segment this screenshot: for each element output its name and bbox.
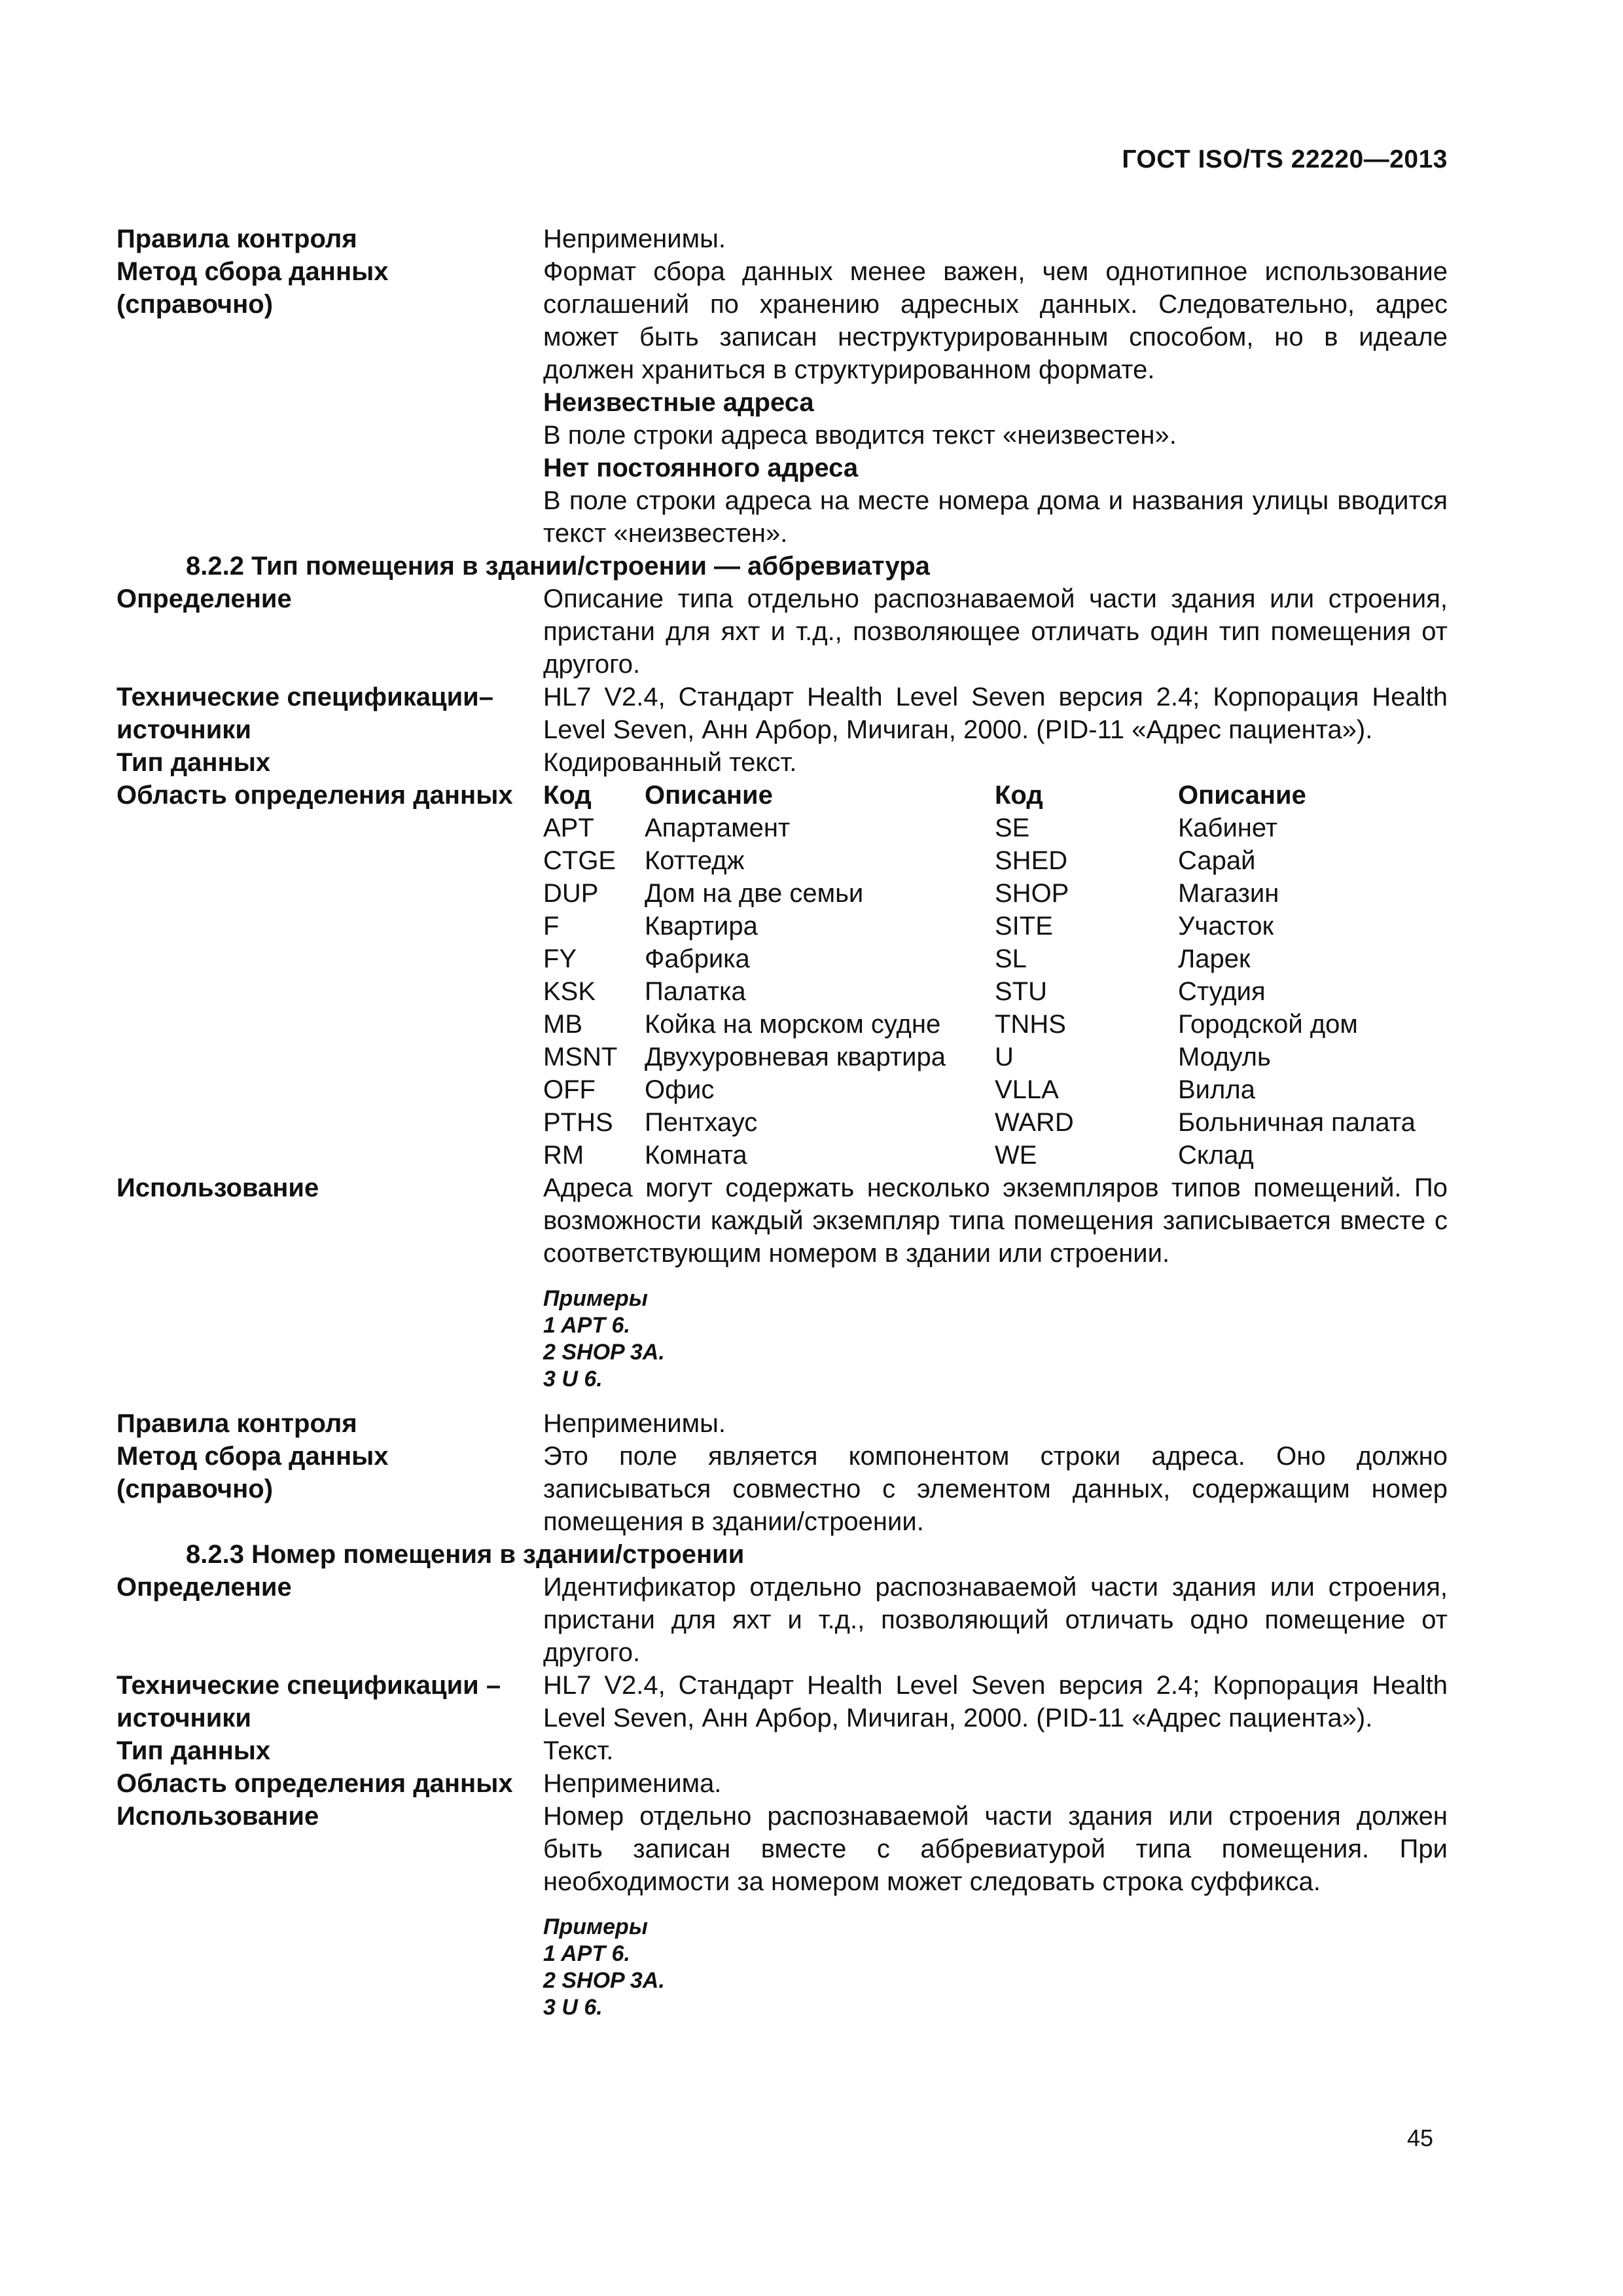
code-cell: CTGE — [543, 846, 616, 875]
collection-method-label-note: (справочно) — [116, 290, 274, 319]
datatype-value: Текст. — [543, 1736, 614, 1765]
description-cell: Городской дом — [1178, 1010, 1358, 1039]
examples-title: Примеры — [543, 1914, 648, 1939]
control-rules-row — [116, 1407, 1448, 1440]
tech-spec-text: HL7 V2.4, Стандарт Health Level Seven версия 2.4; Корпорация Health Level Seven, Анн Арбор, Мичиган, 2000. (PID-11 «Адрес пациента»). — [543, 1671, 1448, 1732]
code-cell: WARD — [995, 1108, 1074, 1137]
document-body — [116, 223, 1448, 2021]
description-cell: Ларек — [1178, 944, 1251, 973]
code-cell: RM — [543, 1141, 584, 1170]
code-cell: SHOP — [995, 879, 1069, 908]
code-cell: SHED — [995, 846, 1068, 875]
code-cell: SL — [995, 944, 1027, 973]
tech-spec-label: Технические спецификации– — [116, 683, 494, 711]
control-rules-row — [116, 223, 1448, 255]
example-item: 1 APT 6. — [543, 1941, 630, 1966]
domain-row — [116, 1767, 1448, 1800]
domain-value: Неприменима. — [543, 1769, 722, 1798]
control-rules-label: Правила контроля — [116, 224, 357, 253]
unknown-address-text: В поле строки адреса вводится текст «неизвестен». — [543, 421, 1177, 450]
datatype-label: Тип данных — [116, 748, 271, 777]
tech-spec-label-cont: источники — [116, 1704, 251, 1732]
definition-label: Определение — [116, 1573, 292, 1602]
code-cell: STU — [995, 977, 1047, 1006]
description-cell: Офис — [645, 1075, 715, 1104]
code-header: Код — [995, 781, 1043, 810]
usage-row — [116, 1800, 1448, 2021]
example-item: 2 SHOP 3A. — [543, 1968, 665, 1993]
description-cell: Кабинет — [1178, 814, 1278, 842]
code-cell: SE — [995, 814, 1030, 842]
domain-label: Область определения данных — [116, 1769, 513, 1798]
usage-label: Использование — [116, 1174, 319, 1202]
document-header: ГОСТ ISO/TS 22220—2013 — [1122, 145, 1448, 173]
tech-spec-label: Технические спецификации – — [116, 1671, 501, 1700]
no-address-text: В поле строки адреса на месте номера дома и названия улицы вводится текст «неизвестен». — [543, 486, 1448, 548]
code-cell: APT — [543, 814, 594, 842]
datatype-value: Кодированный текст. — [543, 748, 797, 777]
definition-row — [116, 1571, 1448, 1669]
description-cell: Магазин — [1178, 879, 1279, 908]
examples-block — [543, 1914, 1448, 2021]
code-cell: U — [995, 1043, 1014, 1071]
code-cell: TNHS — [995, 1010, 1066, 1039]
collection-method-text: Это поле является компонентом строки адреса. Оно должно записываться совместно с элементом данных, содержащим номер помещения в здании/строении. — [543, 1442, 1448, 1536]
collection-method-row — [116, 1440, 1448, 1538]
code-cell: VLLA — [995, 1075, 1059, 1104]
example-item: 3 U 6. — [543, 1995, 603, 2020]
description-cell: Вилла — [1178, 1075, 1255, 1104]
description-cell: Койка на морском судне — [645, 1010, 941, 1039]
collection-method-label: Метод сбора данных — [116, 1442, 389, 1471]
control-rules-value: Неприменимы. — [543, 1409, 726, 1438]
description-cell: Палатка — [645, 977, 746, 1006]
definition-row — [116, 583, 1448, 681]
description-cell: Сарай — [1178, 846, 1256, 875]
description-cell: Модуль — [1178, 1043, 1271, 1071]
code-cell: DUP — [543, 879, 599, 908]
collection-method-text: Формат сбора данных менее важен, чем однотипное использование соглашений по хранению адресных данных. Следовательно, адрес может быть записан неструктурированным способом, но в идеале должен храниться в структурированном формате. — [543, 257, 1448, 384]
example-item: 1 APT 6. — [543, 1313, 630, 1338]
definition-label: Определение — [116, 584, 292, 613]
code-cell: WE — [995, 1141, 1037, 1170]
description-cell: Фабрика — [645, 944, 750, 973]
datatype-label: Тип данных — [116, 1736, 271, 1765]
examples-title: Примеры — [543, 1286, 648, 1311]
definition-text: Идентификатор отдельно распознаваемой части здания или строения, пристани для яхт и т.д., позволяющий отличать одно помещение от другого. — [543, 1573, 1448, 1667]
description-cell: Дом на две семьи — [645, 879, 864, 908]
usage-row — [116, 1172, 1448, 1407]
tech-spec-text: HL7 V2.4, Стандарт Health Level Seven версия 2.4; Корпорация Health Level Seven, Анн Арбор, Мичиган, 2000. (PID-11 «Адрес пациента»). — [543, 683, 1448, 744]
code-table — [543, 779, 1448, 1172]
description-cell: Участок — [1178, 912, 1274, 941]
description-cell: Студия — [1178, 977, 1266, 1006]
description-cell: Пентхаус — [645, 1108, 758, 1137]
description-cell: Больничная палата — [1178, 1108, 1416, 1137]
examples-block — [543, 1285, 1448, 1393]
tech-spec-row — [116, 681, 1448, 746]
code-cell: PTHS — [543, 1108, 613, 1137]
code-cell: KSK — [543, 977, 596, 1006]
domain-row — [116, 779, 1448, 1172]
description-cell: Комната — [645, 1141, 747, 1170]
description-cell: Апартамент — [645, 814, 791, 842]
description-header: Описание — [645, 781, 773, 810]
code-cell: MSNT — [543, 1043, 618, 1071]
code-cell: OFF — [543, 1075, 596, 1104]
usage-label: Использование — [116, 1802, 319, 1831]
definition-text: Описание типа отдельно распознаваемой части здания или строения, пристани для яхт и т.д., позволяющее отличать один тип помещения от другого. — [543, 584, 1448, 679]
example-item: 3 U 6. — [543, 1367, 603, 1391]
code-cell: F — [543, 912, 560, 941]
description-cell: Квартира — [645, 912, 758, 941]
description-cell: Коттедж — [645, 846, 745, 875]
domain-label: Область определения данных — [116, 781, 513, 810]
collection-method-label: Метод сбора данных — [116, 257, 389, 286]
page-number: 45 — [1407, 2125, 1434, 2151]
code-cell: SITE — [995, 912, 1053, 941]
control-rules-label: Правила контроля — [116, 1409, 357, 1438]
description-header: Описание — [1178, 781, 1306, 810]
unknown-address-heading: Неизвестные адреса — [543, 388, 814, 417]
section-823-heading: 8.2.3 Номер помещения в здании/строении — [186, 1540, 745, 1569]
tech-spec-label-cont: источники — [116, 715, 251, 744]
datatype-row — [116, 1734, 1448, 1767]
no-address-heading: Нет постоянного адреса — [543, 454, 859, 482]
control-rules-value: Неприменимы. — [543, 224, 726, 253]
description-cell: Склад — [1178, 1141, 1254, 1170]
collection-method-row — [116, 255, 1448, 550]
usage-text: Адреса могут содержать несколько экземпляров типов помещений. По возможности каждый экземпляр типа помещения записывается вместе с соответствующим номером в здании или строении. — [543, 1174, 1448, 1268]
section-822-heading: 8.2.2 Тип помещения в здании/строении — аббревиатура — [186, 552, 930, 581]
datatype-row — [116, 746, 1448, 779]
collection-method-label-note: (справочно) — [116, 1475, 274, 1503]
code-cell: FY — [543, 944, 577, 973]
usage-text: Номер отдельно распознаваемой части здания или строения должен быть записан вместе с аббревиатурой типа помещения. При необходимости за номером может следовать строка суффикса. — [543, 1802, 1448, 1896]
description-cell: Двухуровневая квартира — [645, 1043, 946, 1071]
tech-spec-row — [116, 1669, 1448, 1734]
example-item: 2 SHOP 3A. — [543, 1340, 665, 1365]
code-cell: MB — [543, 1010, 582, 1039]
code-header: Код — [543, 781, 592, 810]
